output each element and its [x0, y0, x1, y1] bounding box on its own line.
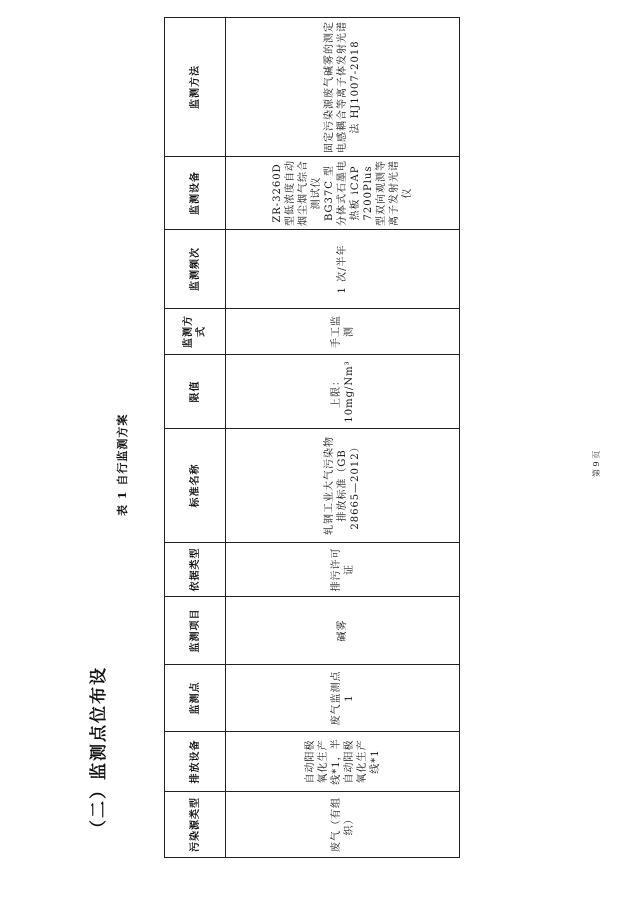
table-row [226, 18, 460, 858]
header-standard-name: 标准名称 [165, 429, 226, 543]
cell-frequency: 1 次/半年 [226, 230, 460, 309]
header-method: 监测方式 [165, 309, 226, 355]
cell-equipment: 自动阳极氧化生产线*1，半自动阳极氧化生产线*1 [226, 732, 460, 792]
table-header-row [165, 18, 226, 858]
cell-limit: 上限：10mg/Nm³ [226, 355, 460, 429]
cell-method: 手工监测 [226, 309, 460, 355]
header-basis-type: 依据类型 [165, 543, 226, 597]
cell-monitoring-point: 废气监测点 1 [226, 665, 460, 732]
header-device: 监测设备 [165, 157, 226, 230]
header-limit: 限值 [165, 355, 226, 429]
header-source-type: 污染源类型 [165, 792, 226, 858]
cell-standard-name: 轧钢工业大气污染物排放标准（GB 28665—2012） [226, 429, 460, 543]
header-equipment: 排放设备 [165, 732, 226, 792]
cell-item: 碱雾 [226, 597, 460, 665]
header-item: 监测项目 [165, 597, 226, 665]
cell-analysis-method: 固定污染源废气碱雾的测定 电感耦合等离子体发射光谱法 HJ1007-2018 [226, 18, 460, 157]
header-frequency: 监测频次 [165, 230, 226, 309]
table-title: 表 1 自行监测方案 [116, 413, 129, 516]
cell-source-type: 废气（有组织） [226, 792, 460, 858]
header-monitoring-point: 监测点 [165, 665, 226, 732]
monitoring-plan-table [164, 17, 460, 858]
page-number: 第 9 页 [592, 450, 601, 477]
cell-basis-type: 排污许可证 [226, 543, 460, 597]
header-analysis-method: 监测方法 [165, 18, 226, 157]
cell-device: ZR-3260D 型低浓度自动烟尘烟气综合测试仪 BG37C 型分体式石墨电热板 iCAP 7200Plus 型双向观测等离子发射光谱仪 [226, 157, 460, 230]
section-heading: （二）监测点位布设 [89, 666, 109, 837]
